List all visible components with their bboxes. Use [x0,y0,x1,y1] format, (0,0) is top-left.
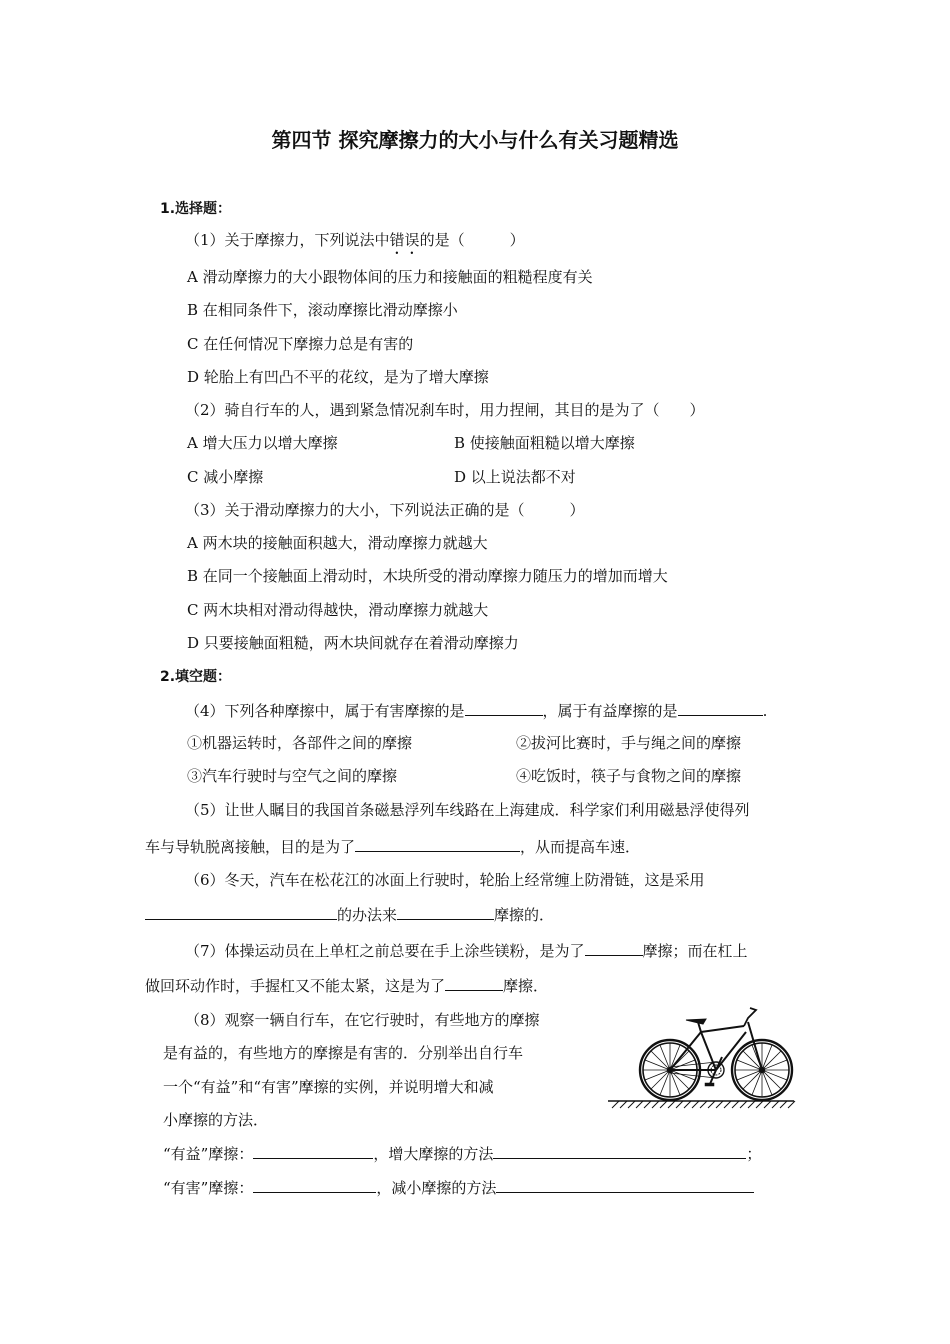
q1-stem [185,230,525,258]
q4-option-3: ③汽车行驶时与空气之间的摩擦 [187,767,398,785]
q8-bad-mid: ，减小摩擦的方法 [376,1179,497,1197]
q7-line1-b: 摩擦；而在杠上 [642,942,748,960]
q2-option-b: B 使接触面粗糙以增大摩擦 [454,434,635,452]
q4-option-1: ①机器运转时，各部件之间的摩擦 [187,734,413,752]
q4-stem [185,700,767,721]
q8-line3: 一个“有益”和“有害”摩擦的实例，并说明增大和减 [163,1078,494,1096]
page-title: 第四节 探究摩擦力的大小与什么有关习题精选 [271,128,679,152]
q2-stem: （2）骑自行车的人，遇到紧急情况刹车时，用力捏闸，其目的是为了（ ） [185,401,705,419]
q8-blank-good-example[interactable] [253,1143,373,1159]
section-heading-fill: 2.填空题： [160,669,232,685]
q7-line2-b: 摩擦． [503,977,549,995]
q4-stem-end: . [762,702,768,720]
q5-blank[interactable] [355,836,520,852]
q4-option-2: ②拔河比赛时，手与绳之间的摩擦 [516,734,742,752]
q7-line1 [185,940,748,961]
q3-option-d: D 只要接触面粗糙，两木块间就存在着滑动摩擦力 [187,634,519,652]
q6-line2-b: 摩擦的． [494,906,555,924]
q7-line1-a: （7）体操运动员在上单杠之前总要在手上涂些镁粉，是为了 [185,942,585,960]
q1-stem-after: 的是（ ） [419,231,525,249]
q3-option-b: B 在同一个接触面上滑动时，木块所受的滑动摩擦力随压力的增加而增大 [187,567,668,585]
q3-option-c: C 两木块相对滑动得越快，滑动摩擦力就越大 [187,601,489,619]
q6-line2-a: 的办法来 [337,906,398,924]
q1-option-b: B 在相同条件下，滚动摩擦比滑动摩擦小 [187,301,458,319]
q5-line2-b: ，从而提高车速． [520,838,641,856]
q2-option-d: D 以上说法都不对 [454,468,576,486]
q1-option-a: A 滑动摩擦力的大小跟物体间的压力和接触面的粗糙程度有关 [187,268,593,286]
q2-option-c: C 减小摩擦 [187,468,264,486]
q3-stem: （3）关于滑动摩擦力的大小，下列说法正确的是（ ） [185,501,585,519]
q7-line2 [145,975,548,996]
q5-line2 [145,836,640,857]
q7-blank-1[interactable] [585,940,643,956]
q8-blank-good-method[interactable] [493,1143,746,1159]
q7-blank-2[interactable] [445,975,503,991]
q8-good-mid: ，增大摩擦的方法 [373,1145,494,1163]
q2-option-a: A 增大压力以增大摩擦 [187,434,338,452]
section-heading-choice: 1.选择题： [160,201,232,217]
q7-line2-a: 做回环动作时，手握杠又不能太紧，这是为了 [145,977,446,995]
q6-blank-effect[interactable] [397,904,494,920]
q4-stem-a: （4）下列各种摩擦中，属于有害摩擦的是 [185,702,465,720]
q8-blank-bad-method[interactable] [496,1177,754,1193]
bicycle-chainring [705,1057,724,1086]
q8-line1: （8）观察一辆自行车，在它行驶时，有些地方的摩擦 [185,1011,540,1029]
q5-line2-a: 车与导轨脱离接触，目的是为了 [145,838,356,856]
bicycle-seat [686,1019,706,1024]
q1-option-c: C 在任何情况下摩擦力总是有害的 [187,335,414,353]
q4-stem-b: ，属于有益摩擦的是 [542,702,678,720]
q8-bad-line [163,1177,754,1198]
q1-stem-before: （1）关于摩擦力，下列说法中 [185,231,390,249]
bicycle-handlebar [744,1008,756,1026]
q6-blank-method[interactable] [145,904,337,920]
q8-good-line [163,1143,761,1164]
q8-good-end: ； [746,1145,762,1163]
q8-blank-bad-example[interactable] [253,1177,376,1193]
q6-line2 [145,904,554,925]
q5-line1: （5）让世人瞩目的我国首条磁悬浮列车线路在上海建成．科学家们利用磁悬浮使得列 [185,801,750,819]
q4-option-4: ④吃饭时，筷子与食物之间的摩擦 [516,767,742,785]
bicycle-illustration [606,1000,796,1112]
q1-stem-emphasis: 错误 [389,231,420,249]
q6-line1: （6）冬天，汽车在松花江的冰面上行驶时，轮胎上经常缠上防滑链，这是采用 [185,871,705,889]
q3-option-a: A 两木块的接触面积越大，滑动摩擦力就越大 [187,534,488,552]
q8-bad-label: “有害”摩擦： [163,1179,254,1197]
q8-good-label: “有益”摩擦： [163,1145,254,1163]
q1-option-d: D 轮胎上有凹凸不平的花纹，是为了增大摩擦 [187,368,489,386]
q4-blank-harmful[interactable] [465,700,543,716]
q4-blank-beneficial[interactable] [678,700,763,716]
q8-line4: 小摩擦的方法． [163,1111,269,1129]
q8-line2: 是有益的，有些地方的摩擦是有害的．分别举出自行车 [163,1044,524,1062]
ground-hatching [612,1101,795,1108]
